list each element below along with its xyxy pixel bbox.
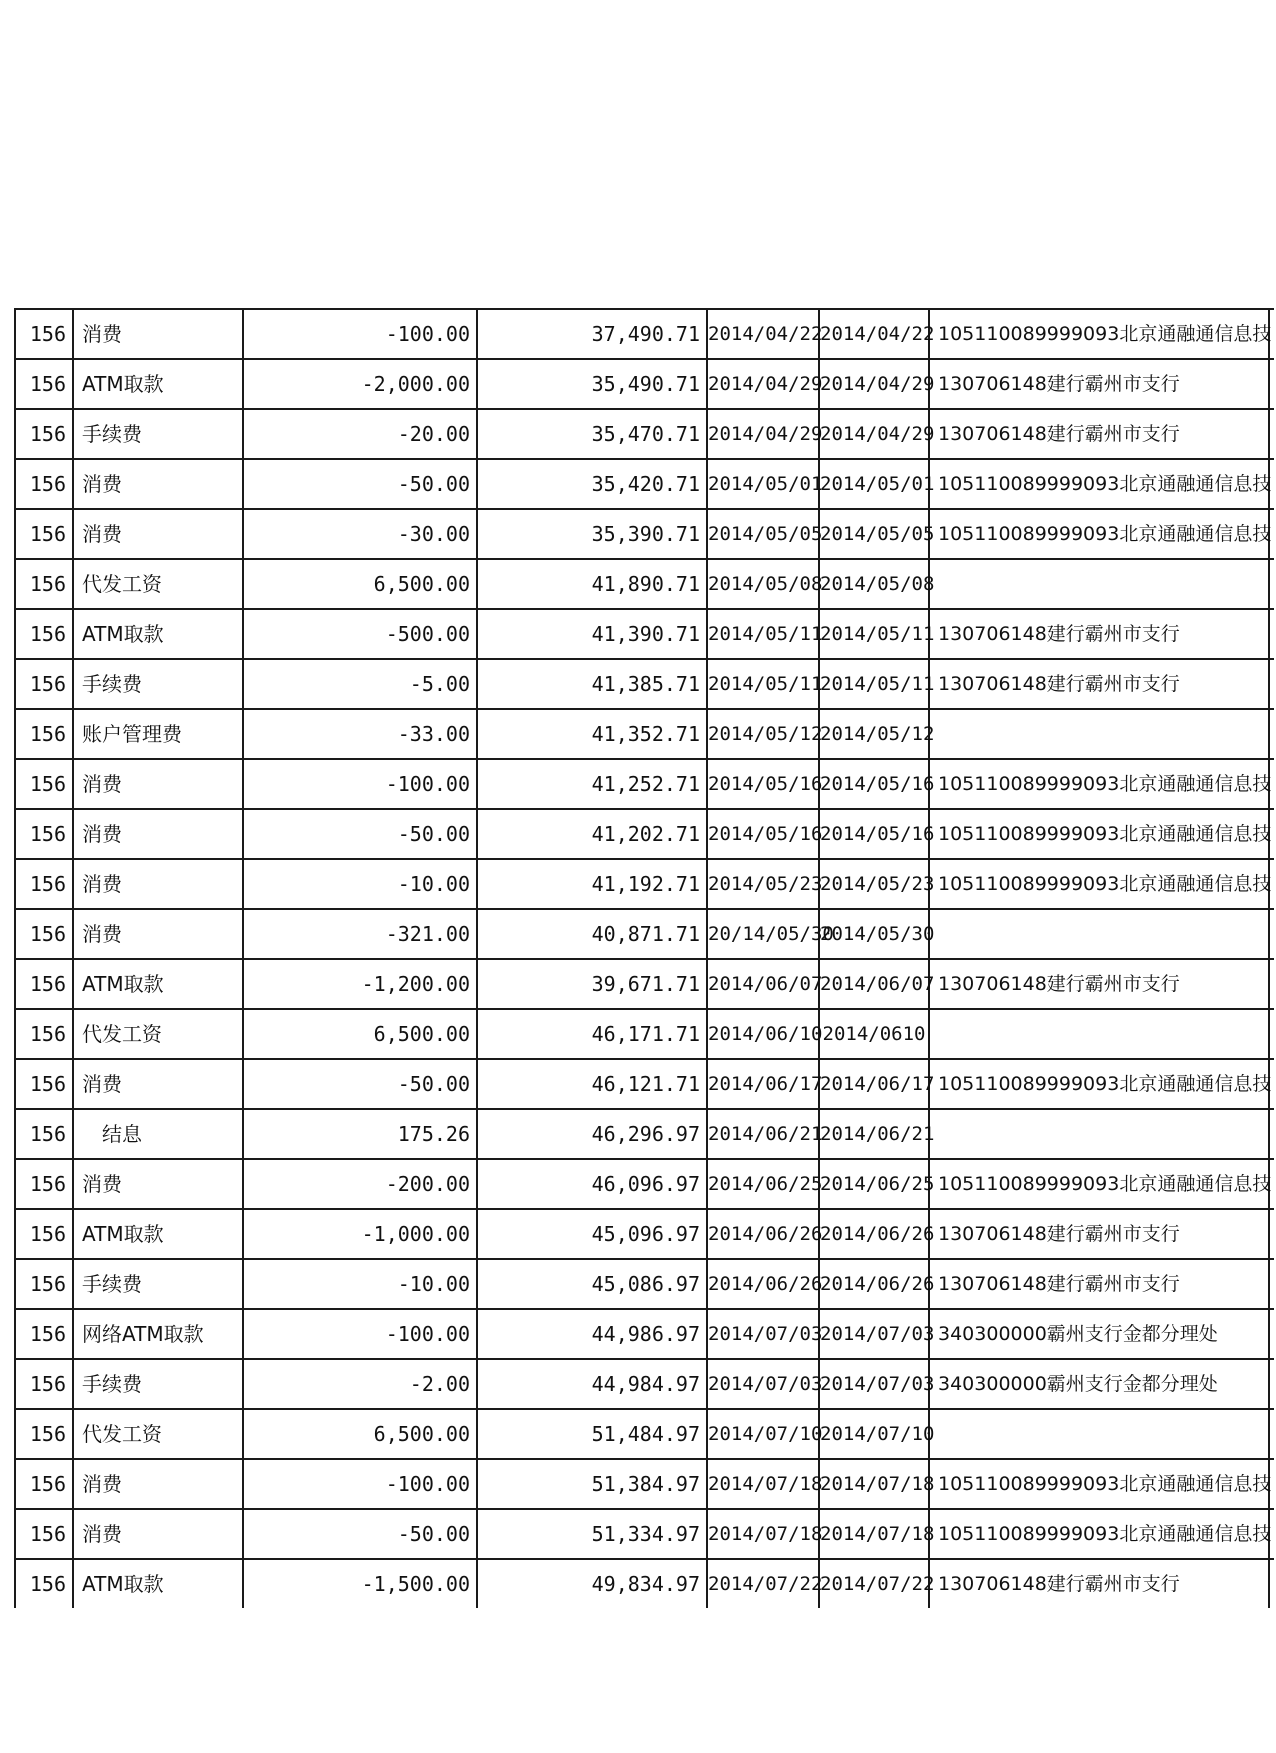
amount-cell: -321.00: [244, 910, 478, 958]
currency-code-cell: 156: [14, 510, 74, 558]
transaction-type-cell: 消费: [74, 510, 244, 558]
counterparty-cell: 105110089999093北京通融通信息技: [930, 1510, 1270, 1558]
posting-date-cell: 2014/05/08: [820, 560, 930, 608]
amount-cell: -10.00: [244, 860, 478, 908]
balance-cell: 45,096.97: [478, 1210, 708, 1258]
transaction-table: [14, 308, 1274, 1608]
transaction-date-cell: 2014/06/21: [708, 1110, 820, 1158]
transaction-date-cell: 2014/06/07: [708, 960, 820, 1008]
table-row: [14, 758, 1274, 808]
transaction-date-cell: 2014/05/23: [708, 860, 820, 908]
counterparty-cell: [930, 1110, 1270, 1158]
transaction-date-cell: 2014/05/01: [708, 460, 820, 508]
table-row: [14, 1358, 1274, 1408]
table-row: [14, 1008, 1274, 1058]
balance-cell: 41,192.71: [478, 860, 708, 908]
posting-date-cell: 2014/07/03: [820, 1310, 930, 1358]
transaction-date-cell: 2014/07/03: [708, 1360, 820, 1408]
balance-cell: 41,352.71: [478, 710, 708, 758]
transaction-type-cell: 代发工资: [74, 1010, 244, 1058]
transaction-date-cell: 2014/04/29: [708, 360, 820, 408]
transaction-date-cell: 2014/06/26: [708, 1260, 820, 1308]
amount-cell: -30.00: [244, 510, 478, 558]
currency-code-cell: 156: [14, 1560, 74, 1608]
table-row: [14, 1308, 1274, 1358]
posting-date-cell: 2014/04/29: [820, 410, 930, 458]
currency-code-cell: 156: [14, 1060, 74, 1108]
posting-date-cell: 2014/06/26: [820, 1260, 930, 1308]
counterparty-cell: 130706148建行霸州市支行: [930, 1560, 1270, 1608]
amount-cell: -50.00: [244, 1060, 478, 1108]
balance-cell: 37,490.71: [478, 310, 708, 358]
currency-code-cell: 156: [14, 710, 74, 758]
transaction-type-cell: 消费: [74, 860, 244, 908]
transaction-type-cell: 消费: [74, 1060, 244, 1108]
transaction-date-cell: 2014/05/11: [708, 610, 820, 658]
amount-cell: -10.00: [244, 1260, 478, 1308]
counterparty-cell: 130706148建行霸州市支行: [930, 960, 1270, 1008]
transaction-type-cell: 消费: [74, 1510, 244, 1558]
transaction-type-cell: 消费: [74, 760, 244, 808]
amount-cell: -100.00: [244, 760, 478, 808]
amount-cell: 6,500.00: [244, 560, 478, 608]
transaction-date-cell: 2014/05/05: [708, 510, 820, 558]
currency-code-cell: 156: [14, 460, 74, 508]
posting-date-cell: 2014/06/21: [820, 1110, 930, 1158]
balance-cell: 44,984.97: [478, 1360, 708, 1408]
amount-cell: -100.00: [244, 1310, 478, 1358]
counterparty-cell: 105110089999093北京通融通信息技: [930, 810, 1270, 858]
transaction-type-cell: 手续费: [74, 1360, 244, 1408]
table-row: [14, 808, 1274, 858]
balance-cell: 51,334.97: [478, 1510, 708, 1558]
transaction-date-cell: 2014/05/12: [708, 710, 820, 758]
amount-cell: -1,200.00: [244, 960, 478, 1008]
counterparty-cell: [930, 910, 1270, 958]
counterparty-cell: 105110089999093北京通融通信息技: [930, 1160, 1270, 1208]
balance-cell: 35,420.71: [478, 460, 708, 508]
transaction-type-cell: ATM取款: [74, 360, 244, 408]
posting-date-cell: 2014/05/23: [820, 860, 930, 908]
posting-date-cell: 2014/06/17: [820, 1060, 930, 1108]
currency-code-cell: 156: [14, 610, 74, 658]
currency-code-cell: 156: [14, 310, 74, 358]
table-row: [14, 708, 1274, 758]
posting-date-cell: 2014/05/01: [820, 460, 930, 508]
transaction-date-cell: 2014/07/03: [708, 1310, 820, 1358]
transaction-type-cell: 账户管理费: [74, 710, 244, 758]
currency-code-cell: 156: [14, 1310, 74, 1358]
table-row: [14, 858, 1274, 908]
currency-code-cell: 156: [14, 1360, 74, 1408]
table-row: [14, 658, 1274, 708]
balance-cell: 45,086.97: [478, 1260, 708, 1308]
transaction-date-cell: 2014/05/11: [708, 660, 820, 708]
counterparty-cell: 130706148建行霸州市支行: [930, 410, 1270, 458]
transaction-date-cell: 2014/07/10: [708, 1410, 820, 1458]
amount-cell: -200.00: [244, 1160, 478, 1208]
counterparty-cell: [930, 710, 1270, 758]
counterparty-cell: [930, 1410, 1270, 1458]
currency-code-cell: 156: [14, 410, 74, 458]
posting-date-cell: 2014/07/18: [820, 1460, 930, 1508]
currency-code-cell: 156: [14, 1210, 74, 1258]
amount-cell: -33.00: [244, 710, 478, 758]
counterparty-cell: 105110089999093北京通融通信息技: [930, 1460, 1270, 1508]
currency-code-cell: 156: [14, 860, 74, 908]
posting-date-cell: 2014/06/07: [820, 960, 930, 1008]
currency-code-cell: 156: [14, 1260, 74, 1308]
transaction-date-cell: 2014/06/10: [708, 1010, 820, 1058]
transaction-type-cell: 消费: [74, 1160, 244, 1208]
posting-date-cell: 2014/05/16: [820, 810, 930, 858]
amount-cell: -2.00: [244, 1360, 478, 1408]
balance-cell: 41,890.71: [478, 560, 708, 608]
amount-cell: 6,500.00: [244, 1410, 478, 1458]
posting-date-cell: 2014/05/16: [820, 760, 930, 808]
amount-cell: -50.00: [244, 1510, 478, 1558]
balance-cell: 51,484.97: [478, 1410, 708, 1458]
balance-cell: 41,390.71: [478, 610, 708, 658]
transaction-type-cell: 消费: [74, 810, 244, 858]
counterparty-cell: 130706148建行霸州市支行: [930, 660, 1270, 708]
transaction-type-cell: ATM取款: [74, 960, 244, 1008]
counterparty-cell: 130706148建行霸州市支行: [930, 1260, 1270, 1308]
counterparty-cell: 340300000霸州支行金都分理处: [930, 1310, 1270, 1358]
currency-code-cell: 156: [14, 810, 74, 858]
transaction-type-cell: 消费: [74, 910, 244, 958]
counterparty-cell: 130706148建行霸州市支行: [930, 1210, 1270, 1258]
transaction-type-cell: 代发工资: [74, 560, 244, 608]
table-row: [14, 1558, 1274, 1608]
posting-date-cell: 2014/05/11: [820, 660, 930, 708]
posting-date-cell: 2014/05/11: [820, 610, 930, 658]
transaction-type-cell: ATM取款: [74, 1210, 244, 1258]
balance-cell: 49,834.97: [478, 1560, 708, 1608]
table-row: [14, 1158, 1274, 1208]
posting-date-cell: 2014/06/25: [820, 1160, 930, 1208]
transaction-date-cell: 2014/07/22: [708, 1560, 820, 1608]
table-row: [14, 558, 1274, 608]
transaction-date-cell: 2014/07/18: [708, 1460, 820, 1508]
currency-code-cell: 156: [14, 360, 74, 408]
posting-date-cell: 2014/07/18: [820, 1510, 930, 1558]
transaction-date-cell: 2014/06/26: [708, 1210, 820, 1258]
table-row: [14, 458, 1274, 508]
transaction-date-cell: 2014/05/16: [708, 810, 820, 858]
currency-code-cell: 156: [14, 1460, 74, 1508]
currency-code-cell: 156: [14, 910, 74, 958]
transaction-date-cell: 2014/04/22: [708, 310, 820, 358]
counterparty-cell: [930, 560, 1270, 608]
currency-code-cell: 156: [14, 560, 74, 608]
posting-date-cell: 2014/06/26: [820, 1210, 930, 1258]
amount-cell: -1,000.00: [244, 1210, 478, 1258]
transaction-date-cell: 2014/06/17: [708, 1060, 820, 1108]
transaction-type-cell: 结息: [74, 1110, 244, 1158]
posting-date-cell: 2014/05/05: [820, 510, 930, 558]
transaction-type-cell: 手续费: [74, 1260, 244, 1308]
transaction-type-cell: ATM取款: [74, 1560, 244, 1608]
counterparty-cell: 105110089999093北京通融通信息技: [930, 460, 1270, 508]
transaction-date-cell: 2014/07/18: [708, 1510, 820, 1558]
counterparty-cell: 105110089999093北京通融通信息技: [930, 310, 1270, 358]
transaction-type-cell: 网络ATM取款: [74, 1310, 244, 1358]
amount-cell: -5.00: [244, 660, 478, 708]
posting-date-cell: 2014/07/03: [820, 1360, 930, 1408]
currency-code-cell: 156: [14, 1410, 74, 1458]
currency-code-cell: 156: [14, 1510, 74, 1558]
amount-cell: -20.00: [244, 410, 478, 458]
balance-cell: 41,385.71: [478, 660, 708, 708]
transaction-type-cell: 消费: [74, 1460, 244, 1508]
table-row: [14, 1208, 1274, 1258]
balance-cell: 46,296.97: [478, 1110, 708, 1158]
posting-date-cell: 2014/04/29: [820, 360, 930, 408]
balance-cell: 51,384.97: [478, 1460, 708, 1508]
table-row: [14, 958, 1274, 1008]
table-row: [14, 1258, 1274, 1308]
currency-code-cell: 156: [14, 660, 74, 708]
table-row: [14, 908, 1274, 958]
balance-cell: 35,390.71: [478, 510, 708, 558]
table-row: [14, 1108, 1274, 1158]
currency-code-cell: 156: [14, 1010, 74, 1058]
amount-cell: -50.00: [244, 810, 478, 858]
amount-cell: -100.00: [244, 310, 478, 358]
balance-cell: 46,171.71: [478, 1010, 708, 1058]
counterparty-cell: 105110089999093北京通融通信息技: [930, 510, 1270, 558]
table-row: [14, 608, 1274, 658]
transaction-type-cell: 消费: [74, 460, 244, 508]
transaction-date-cell: 2014/05/08: [708, 560, 820, 608]
currency-code-cell: 156: [14, 1160, 74, 1208]
counterparty-cell: 130706148建行霸州市支行: [930, 610, 1270, 658]
transaction-date-cell: 2014/04/29: [708, 410, 820, 458]
balance-cell: 41,202.71: [478, 810, 708, 858]
table-row: [14, 1458, 1274, 1508]
table-row: [14, 408, 1274, 458]
amount-cell: -50.00: [244, 460, 478, 508]
transaction-type-cell: ATM取款: [74, 610, 244, 658]
amount-cell: -100.00: [244, 1460, 478, 1508]
counterparty-cell: 340300000霸州支行金都分理处: [930, 1360, 1270, 1408]
posting-date-cell: 2014/07/10: [820, 1410, 930, 1458]
posting-date-cell: 2014/04/22: [820, 310, 930, 358]
counterparty-cell: 105110089999093北京通融通信息技: [930, 1060, 1270, 1108]
transaction-date-cell: 20/14/05/30: [708, 910, 820, 958]
balance-cell: 40,871.71: [478, 910, 708, 958]
table-row: [14, 1058, 1274, 1108]
balance-cell: 44,986.97: [478, 1310, 708, 1358]
table-row: [14, 358, 1274, 408]
amount-cell: -500.00: [244, 610, 478, 658]
table-row: [14, 308, 1274, 358]
balance-cell: 46,096.97: [478, 1160, 708, 1208]
amount-cell: 6,500.00: [244, 1010, 478, 1058]
counterparty-cell: 105110089999093北京通融通信息技: [930, 860, 1270, 908]
currency-code-cell: 156: [14, 1110, 74, 1158]
transaction-type-cell: 代发工资: [74, 1410, 244, 1458]
table-row: [14, 1508, 1274, 1558]
counterparty-cell: 130706148建行霸州市支行: [930, 360, 1270, 408]
amount-cell: 175.26: [244, 1110, 478, 1158]
transaction-type-cell: 消费: [74, 310, 244, 358]
currency-code-cell: 156: [14, 760, 74, 808]
posting-date-cell: 2014/05/12: [820, 710, 930, 758]
transaction-type-cell: 手续费: [74, 410, 244, 458]
transaction-type-cell: 手续费: [74, 660, 244, 708]
posting-date-cell: 2014/0610: [820, 1010, 930, 1058]
transaction-date-cell: 2014/06/25: [708, 1160, 820, 1208]
amount-cell: -1,500.00: [244, 1560, 478, 1608]
balance-cell: 35,470.71: [478, 410, 708, 458]
counterparty-cell: [930, 1010, 1270, 1058]
balance-cell: 35,490.71: [478, 360, 708, 408]
table-row: [14, 1408, 1274, 1458]
table-row: [14, 508, 1274, 558]
transaction-date-cell: 2014/05/16: [708, 760, 820, 808]
currency-code-cell: 156: [14, 960, 74, 1008]
balance-cell: 46,121.71: [478, 1060, 708, 1108]
posting-date-cell: 2014/05/30: [820, 910, 930, 958]
amount-cell: -2,000.00: [244, 360, 478, 408]
balance-cell: 39,671.71: [478, 960, 708, 1008]
counterparty-cell: 105110089999093北京通融通信息技: [930, 760, 1270, 808]
posting-date-cell: 2014/07/22: [820, 1560, 930, 1608]
balance-cell: 41,252.71: [478, 760, 708, 808]
